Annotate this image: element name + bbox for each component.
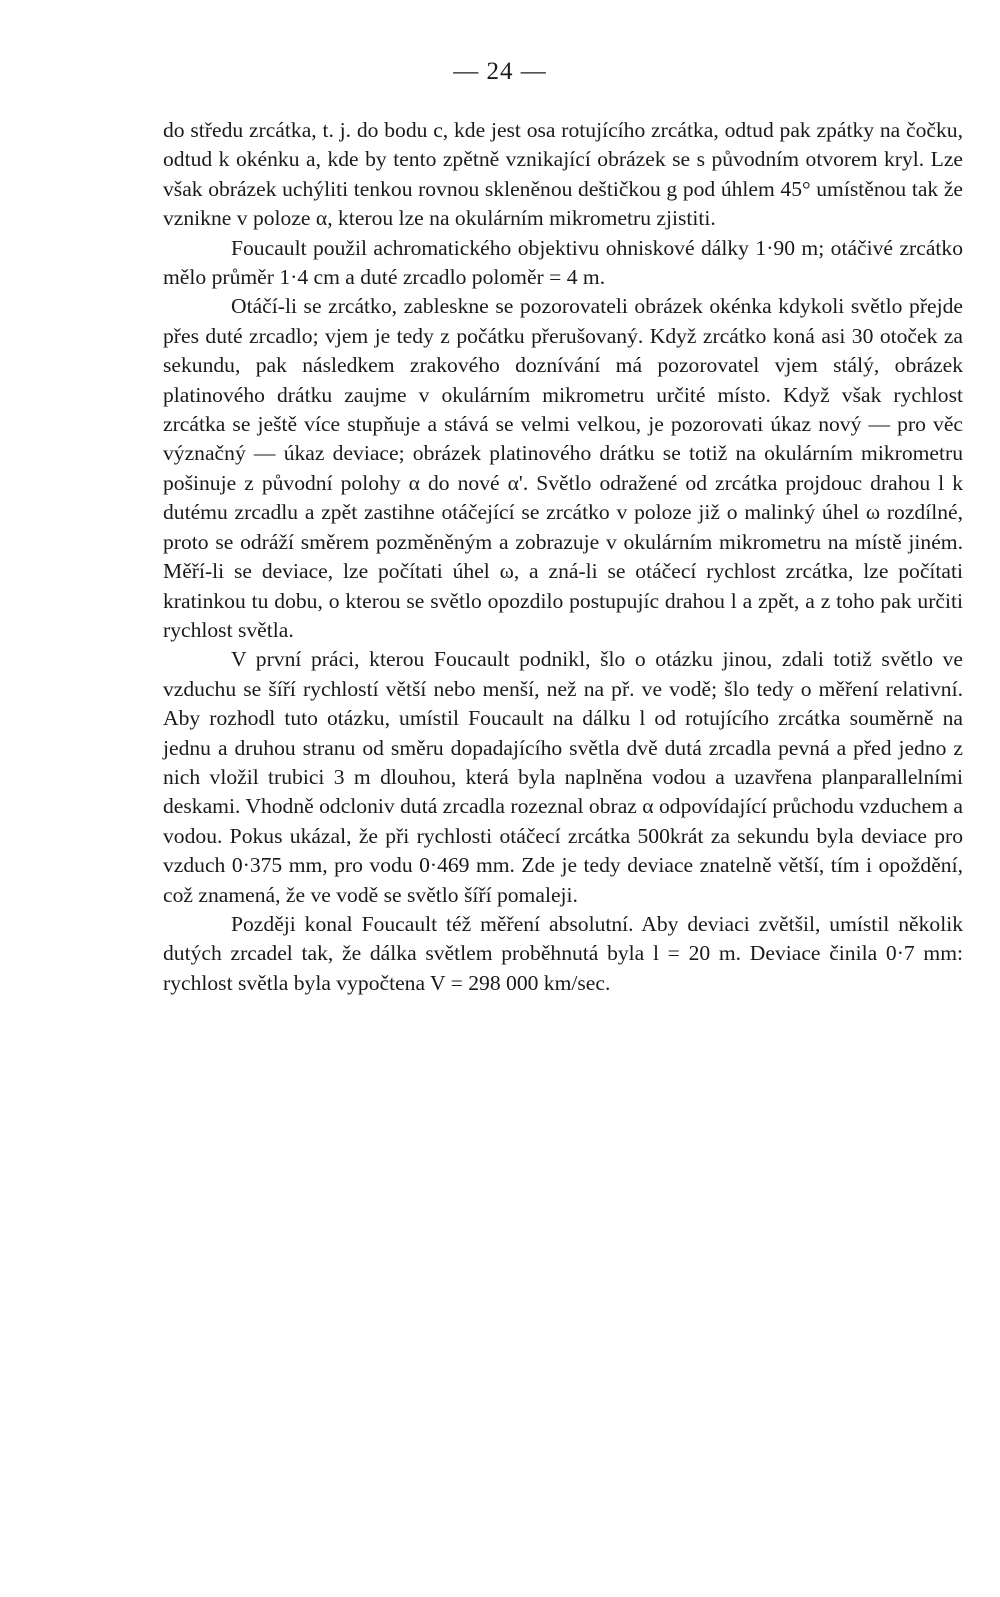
body-text — [163, 116, 963, 998]
paragraph-continued: do středu zrcátka, t. j. do bodu c, kde jest osa rotujícího zrcátka, odtud pak zpátky na čočku, odtud k okénku a, kde by tento zpětně vznikající obrázek se s původním otvorem kryl. Lze však obrázek uchýliti tenkou rovnou skleněnou deštičkou g pod úhlem 45° umístěnou tak že vznikne v poloze α, kterou lze na okulárním mikrometru zjistiti. — [163, 118, 963, 231]
page-number: — 24 — — [453, 58, 547, 85]
paragraph-absolute-measurement: Později konal Foucault též měření absolutní. Aby deviaci zvětšil, umístil několik dutých zrcadel tak, že dálka světlem proběhnutá byla l = 20 m. Deviace činila 0·7 mm: rychlost světla byla vypočtena V = 298 000 km/sec. — [163, 911, 963, 995]
paragraph-foucault-setup: Foucault použil achromatického objektivu ohniskové dálky 1·90 m; otáčivé zrcátko mělo průměr 1·4 cm a duté zrcadlo poloměr = 4 m. — [163, 235, 963, 290]
paragraph-relative-measurement: V první práci, kterou Foucault podnikl, šlo o otázku jinou, zdali totiž světlo ve vzduchu se šíří rychlostí větší nebo menší, než na př. ve vodě; šlo tedy o měření relativní. Aby rozhodl tuto otázku, umístil Foucault na dálku l od rotujícího zrcátka souměrně na jednu a druhou stranu od směru dopadajícího světla dvě dutá zrcadla pevná a před jedno z nich vložil trubici 3 m dlouhou, která byla naplněna vodou a uzavřena planparallelními deskami. Vhodně odcloniv dutá zrcadla rozeznal obraz α odpovídající průchodu vzduchem a vodou. Pokus ukázal, že při rychlosti otáčecí zrcátka 500krát za sekundu byla deviace pro vzduch 0·375 mm, pro vodu 0·469 mm. Zde je tedy deviace znatelně větší, tím i opoždění, což znamená, že ve vodě se světlo šíří pomaleji. — [163, 647, 964, 907]
paragraph-deviation: Otáčí-li se zrcátko, zableskne se pozorovateli obrázek okénka kdykoli světlo přejde přes duté zrcadlo; vjem je tedy z počátku přerušovaný. Když zrcátko koná asi 30 otoček za sekundu, pak následkem zrakového doznívání má pozorovatel vjem stálý, obrázek platinového drátku zaujme v okulárním mikrometru určité místo. Když však rychlost zrcátka se ještě více stupňuje a stává se velmi velkou, je pozorovati úkaz nový — pro věc význačný — úkaz deviace; obrázek platinového drátku se totiž na okulárním mikrometru pošinuje z původní polohy α do nové α'. Světlo odražené od zrcátka projdouc drahou l k dutému zrcadlu a zpět zastihne otáčející se zrcátko v poloze již o malinký úhel ω rozdílné, proto se odráží směrem pozměněným a zobrazuje v okulárním mikrometru na místě jiném. Měří-li se deviace, lze počítati úhel ω, a zná-li se otáčecí rychlost zrcátka, lze počítati kratinkou tu dobu, o kterou se světlo opozdilo postupujíc drahou l a zpět, a z toho pak určiti rychlost světla. — [163, 294, 963, 642]
